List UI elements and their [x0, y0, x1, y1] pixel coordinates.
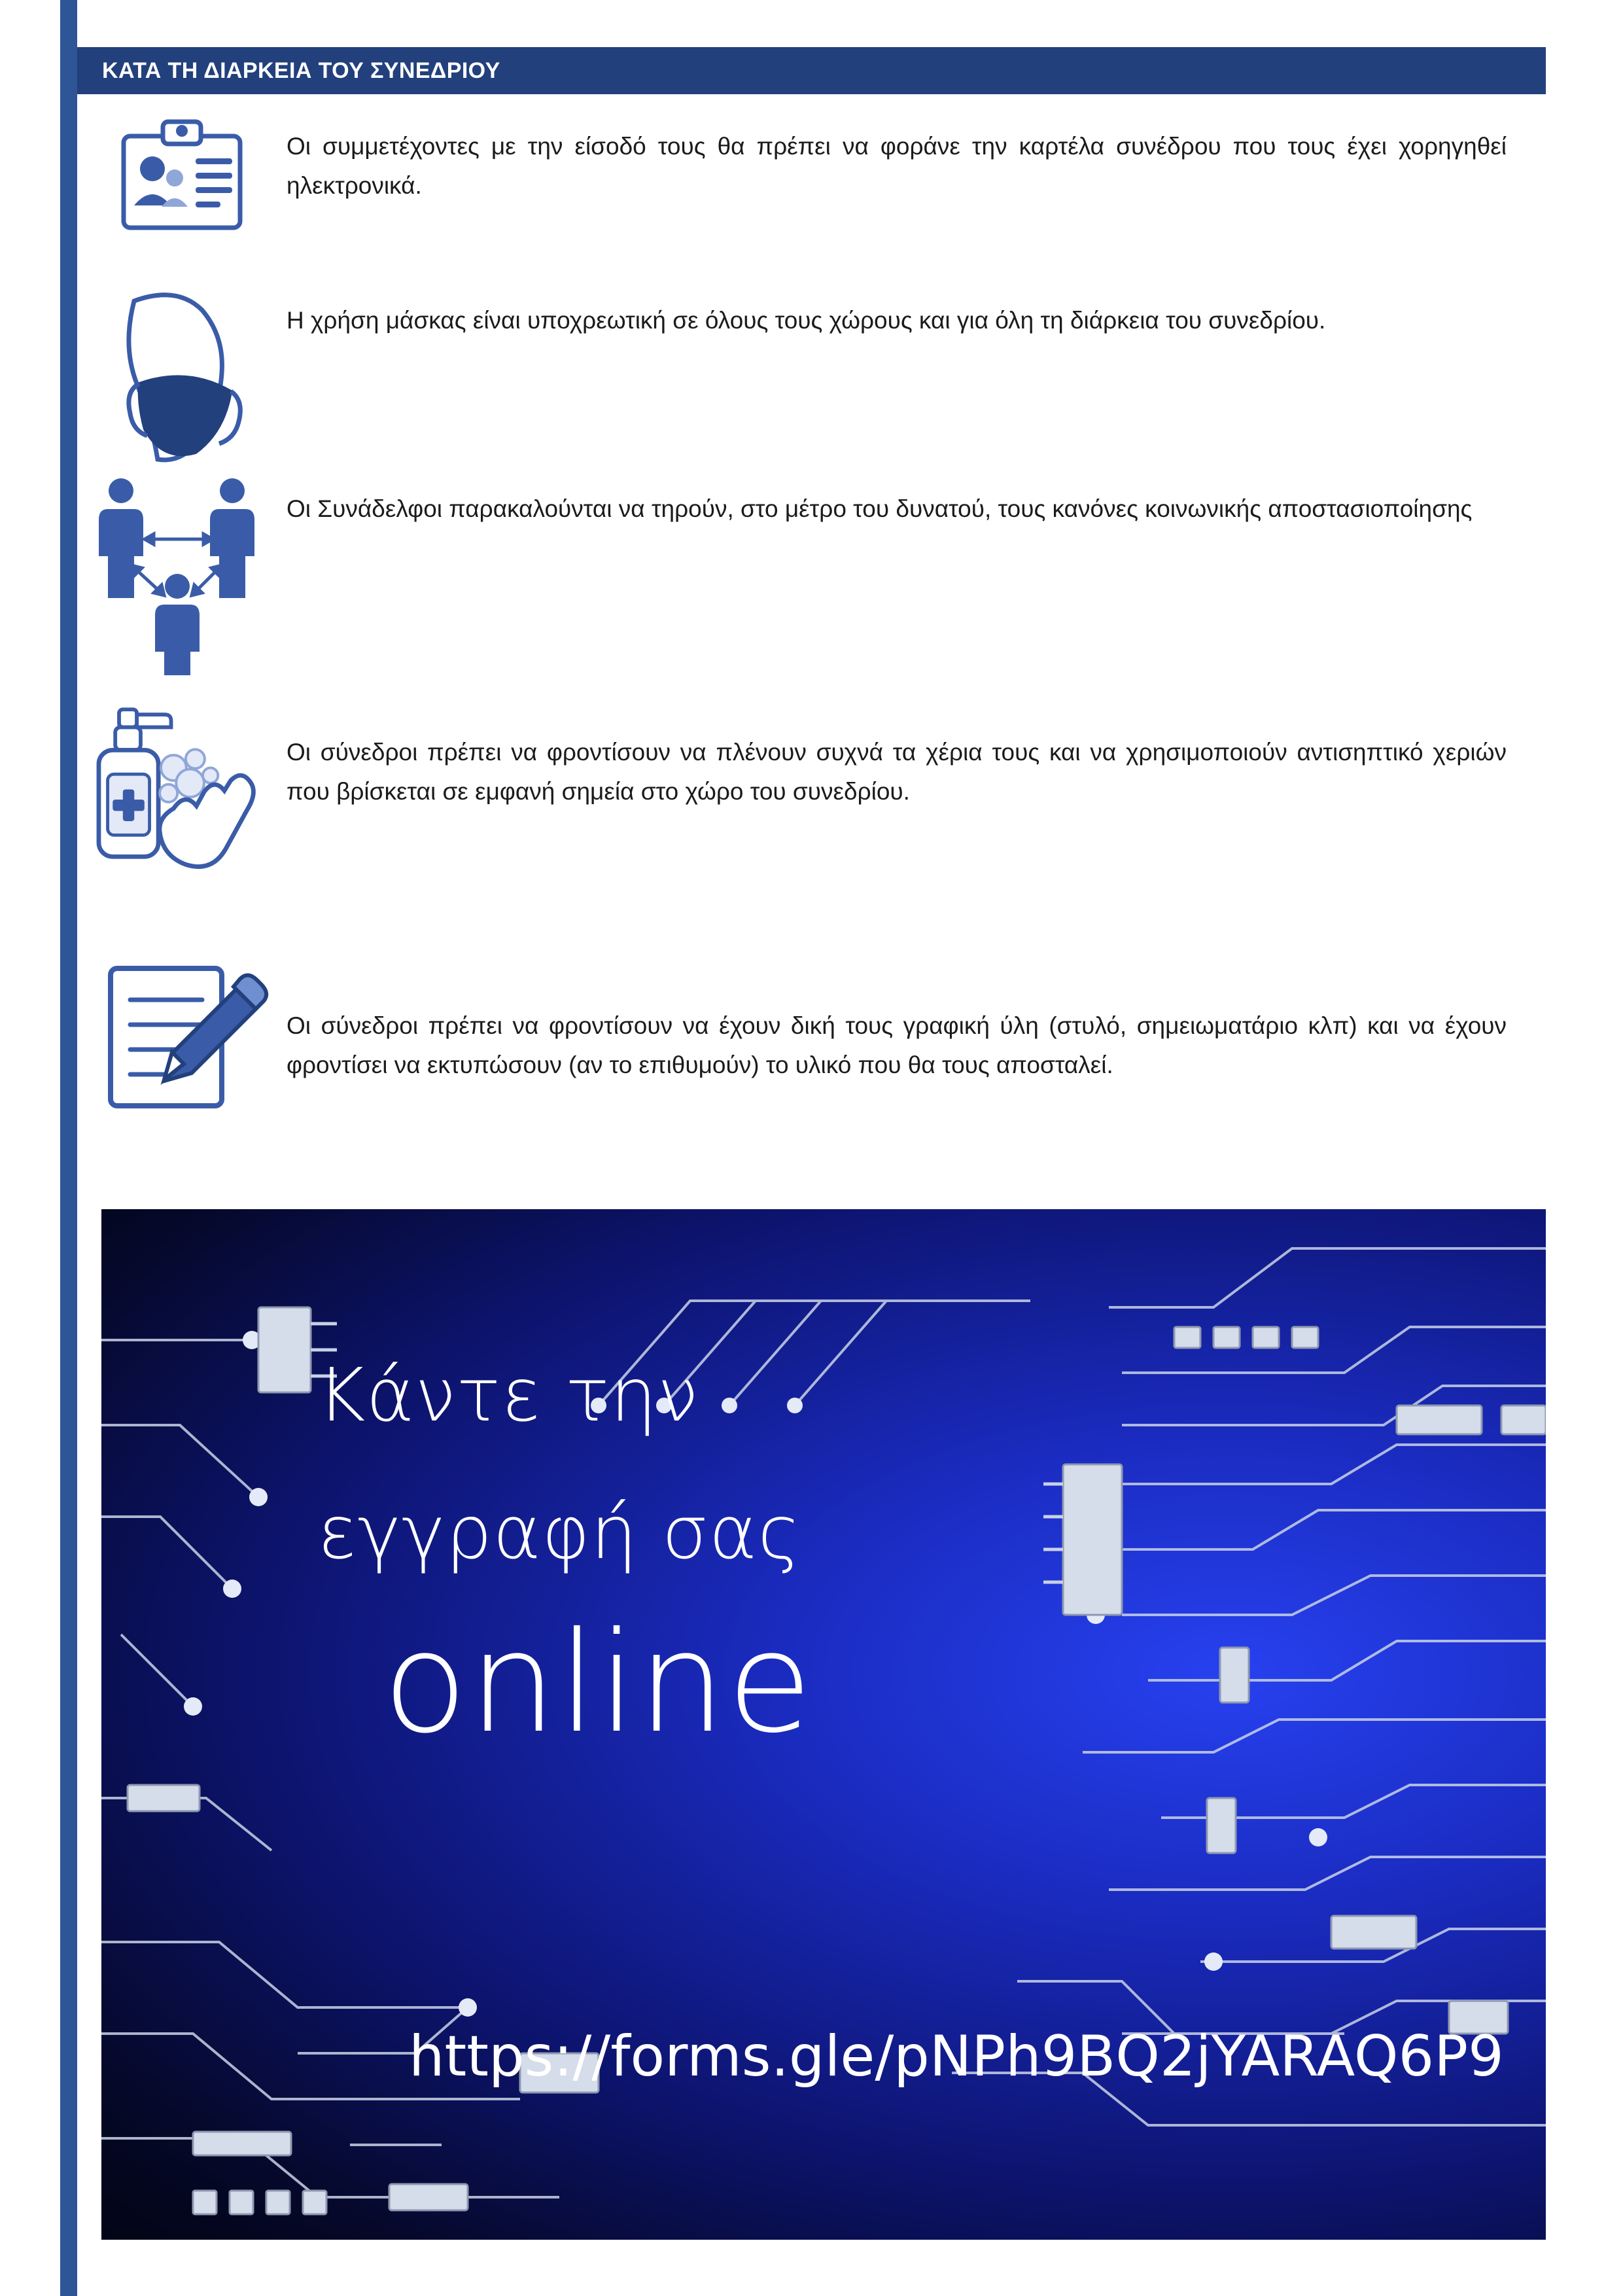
left-accent-bar — [60, 0, 77, 2296]
banner-line-3: online — [383, 1602, 814, 1763]
id-badge-icon — [77, 111, 287, 246]
list-item-text: Οι σύνεδροι πρέπει να φροντίσουν να πλένουν συχνά τα χέρια τους και να χρησιμοποιούν αντισηπτικό χεριών που βρίσκεται σε εμφανή σημεία στο χώρο του συνεδρίου. — [287, 739, 1507, 805]
section-header-band — [77, 47, 1546, 94]
notepad-pencil-icon — [77, 955, 287, 1123]
list-item — [77, 111, 1546, 275]
list-item — [77, 275, 1546, 471]
list-item-text: Η χρήση μάσκας είναι υποχρεωτική σε όλους τους χώρους και για όλη τη διάρκεια του συνεδρίου. — [287, 307, 1326, 334]
hand-sanitizer-icon — [77, 694, 287, 900]
list-item-text: Οι Συνάδελφοι παρακαλούνται να τηρούν, στο μέτρο του δυνατού, τους κανόνες κοινωνικής αποστασιοποίησης — [287, 495, 1473, 522]
registration-banner[interactable] — [101, 1209, 1546, 2240]
page-title: ΚΑΤΑ ΤΗ ΔΙΑΡΚΕΙΑ ΤΟΥ ΣΥΝΕΔΡΙΟΥ — [102, 58, 500, 83]
rules-list — [77, 111, 1546, 1191]
list-item-text: Οι συμμετέχοντες με την είσοδό τους θα πρέπει να φοράνε την καρτέλα συνέδρου που τους έχει χορηγηθεί ηλεκτρονικά. — [287, 133, 1507, 199]
list-item — [77, 955, 1546, 1191]
list-item — [77, 694, 1546, 955]
social-distancing-icon — [77, 471, 287, 678]
registration-form-link[interactable]: https://forms.gle/pNPh9BQ2jYARAQ6P9 — [409, 2024, 1504, 2089]
list-item-text: Οι σύνεδροι πρέπει να φροντίσουν να έχουν δική τους γραφική ύλη (στυλό, σημειωματάριο κλπ) και να έχουν φροντίσει να εκτυπώσουν (αν το επιθυμούν) το υλικό που θα τους αποσταλεί. — [287, 1012, 1507, 1078]
banner-line-2: εγγραφή σας — [317, 1491, 802, 1576]
list-item — [77, 471, 1546, 694]
banner-line-1: Κάντε την — [317, 1353, 699, 1438]
face-mask-icon — [77, 275, 287, 468]
